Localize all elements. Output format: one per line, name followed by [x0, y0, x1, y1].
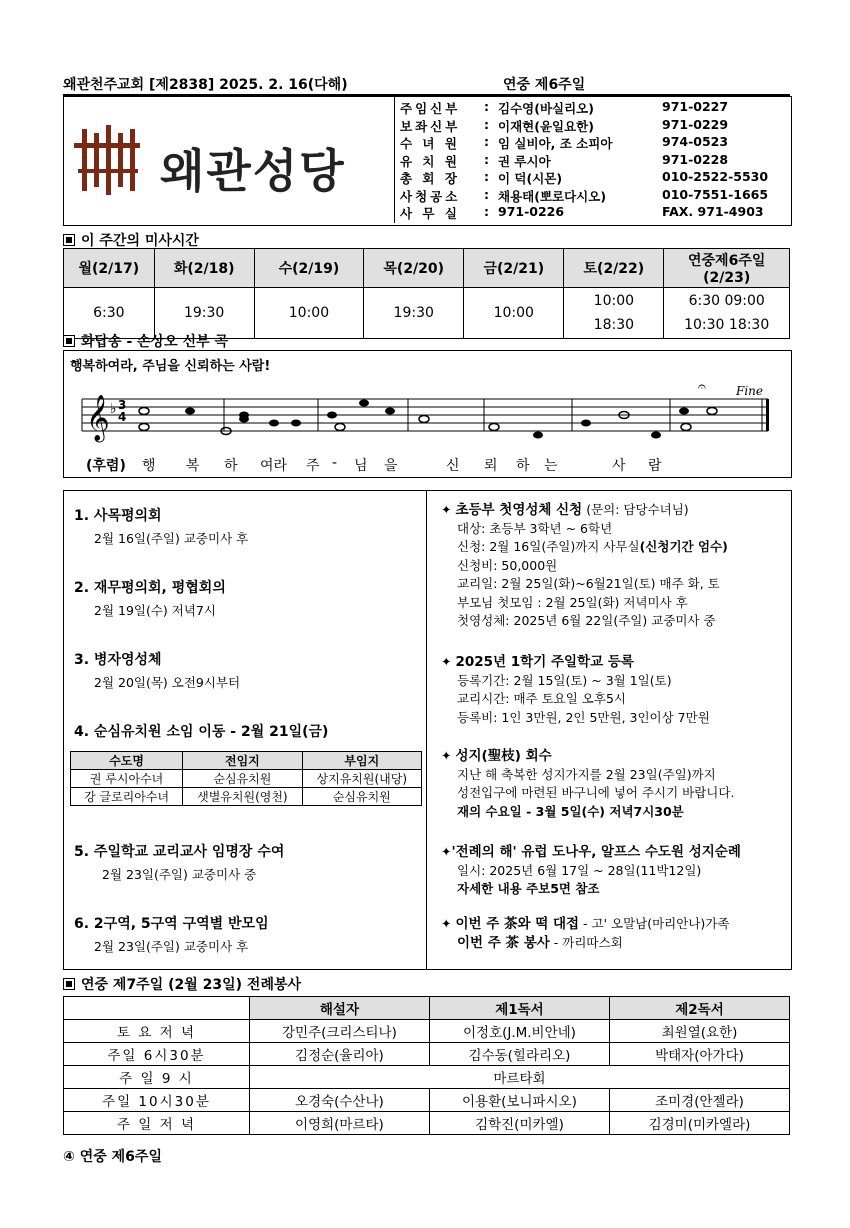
refrain-label: (후렴): [86, 458, 126, 474]
clergy-phone: 010-2522-5530: [662, 169, 769, 184]
liturgy-time: 주일 10시30분: [64, 1089, 250, 1112]
mass-time: 6:30: [64, 288, 155, 339]
diamond-bullet-icon: ✦: [441, 502, 456, 517]
bulletin-sunday: 연중 제6주일: [503, 77, 586, 93]
clergy-phone: 971-0228: [662, 151, 729, 167]
diamond-bullet-icon: ✦: [441, 654, 456, 669]
announcements-left: [64, 491, 427, 969]
clergy-name: 971-0226: [498, 204, 565, 219]
transfer-cell: 강 글로리아수녀: [71, 788, 183, 806]
clergy-role: 사청공소: [400, 188, 461, 204]
clergy-role: 유 치 원: [400, 153, 460, 169]
sunday-school-item: ✦ 2025년 1학기 주일학교 등록 등록기간: 2월 15일(토) ~ 3월 1일(토) 교리시간: 매주 토요일 오후5시 등록비: 1인 3만원, 2인 5만원, 3인이상 7만원: [441, 654, 710, 725]
liturgy-row: [64, 1066, 790, 1089]
mass-time: 10:00: [254, 288, 364, 339]
item-1-title: 1. 사목평의회: [74, 508, 162, 524]
clergy-row: [400, 117, 790, 135]
item-6-body: 2월 23일(주일) 교중미사 후: [94, 939, 249, 954]
mass-day: 월(2/17): [64, 249, 155, 288]
announcements-right: [427, 491, 791, 969]
liturgy-reader: 김수동(힐라리오): [429, 1043, 609, 1066]
mass-time: 6:30 09:00 10:30 18:30: [664, 288, 790, 339]
clergy-row: [400, 187, 790, 205]
liturgy-reader: 강민주(크리스티나): [249, 1020, 429, 1043]
lyric-syllable: 하: [516, 458, 530, 474]
liturgy-title: 연중 제7주일 (2월 23일) 전례봉사: [81, 977, 302, 993]
liturgy-reader: 김학진(미카엘): [429, 1112, 609, 1135]
psalm-verse: 행복하여라, 주님을 신뢰하는 사람!: [70, 359, 271, 374]
svg-text:𝄐: 𝄐: [698, 381, 706, 395]
fine-mark: Fine: [736, 384, 763, 398]
church-logo-icon: [72, 125, 142, 195]
liturgy-reader: 박태자(아가다): [609, 1043, 789, 1066]
clergy-phone: FAX. 971-4903: [662, 204, 764, 219]
transfer-cell: 순심유치원: [183, 770, 302, 788]
item-5-title: 5. 주일학교 교리교사 임명장 수여: [74, 844, 285, 860]
clergy-role: 보좌신부: [400, 118, 461, 134]
clergy-colon: :: [484, 99, 489, 114]
liturgy-section-title: [63, 974, 301, 992]
liturgy-header: 제2독서: [609, 997, 789, 1020]
lyric-syllable: 복: [186, 458, 200, 474]
transfer-cell: 상지유치원(내당): [302, 770, 421, 788]
diamond-bullet-icon: ✦: [441, 844, 452, 859]
clergy-phone: 971-0229: [662, 116, 729, 132]
clergy-list: [400, 99, 790, 222]
clergy-role: 수 녀 원: [400, 136, 460, 151]
clergy-name: 임 실비아, 조 소피아: [498, 136, 613, 151]
clergy-phone: 010-7551-1665: [662, 186, 769, 202]
liturgy-header: 제1독서: [429, 997, 609, 1020]
lyric-syllable: 여라: [260, 458, 288, 474]
bulletin-header: [63, 74, 790, 96]
transfer-header: 수도명: [71, 752, 183, 770]
svg-text:3: 3: [118, 398, 127, 412]
clergy-name: 김수영(바실리오): [498, 101, 594, 116]
mass-day: 연중제6주일(2/23): [664, 249, 790, 288]
psalm-title: 화답송 - 손상오 신부 곡: [81, 334, 229, 350]
lyric-syllable: 행: [142, 458, 156, 474]
liturgy-time: 토 요 저 녁: [64, 1020, 250, 1043]
lyric-syllable: 뢰: [484, 458, 498, 474]
parish-name-logo-text: 왜관성당: [160, 144, 346, 198]
liturgy-time: 주일 6시30분: [64, 1043, 250, 1066]
music-staff: [78, 381, 778, 451]
mass-time: 19:30: [364, 288, 464, 339]
mass-section-title: [63, 230, 199, 248]
mass-day: 수(2/19): [254, 249, 364, 288]
clergy-colon: :: [484, 204, 489, 219]
liturgy-reader: 이정호(J.M.비안네): [429, 1020, 609, 1043]
first-communion-item: ✦ 초등부 첫영성체 신청 (문의: 담당수녀님) 대상: 초등부 3학년 ~ 6학년 신청: 2월 16일(주일)까지 사무실(신청기간 엄수) 신청비: 50,000원 교리일: 2월 25일(화)~6월21일(토) 매주 화, 토 부모님 첫모임 : 2월 25일(화) 저녁미사 후 첫영성체: 2025년 6월 22일(주일) 교중미사 중: [441, 502, 728, 628]
clergy-colon: :: [484, 151, 489, 167]
transfer-cell: 샛별유치원(영천): [183, 788, 302, 806]
mass-time: 10:00 18:30: [564, 288, 664, 339]
clergy-row: [400, 134, 790, 152]
liturgy-reader: 이용환(보니파시오): [429, 1089, 609, 1112]
section-square-icon: [63, 234, 75, 246]
section-square-icon: [63, 978, 75, 990]
pilgrimage-item: ✦'전례의 해' 유럽 도나우, 알프스 수도원 성지순례 일시: 2025년 6월 17일 ~ 28일(11박12일) 자세한 내용 주보5면 참조: [441, 844, 741, 896]
item-3-body: 2월 20일(목) 오전9시부터: [94, 675, 241, 690]
liturgy-reader: 김정순(율리아): [249, 1043, 429, 1066]
clergy-row: [400, 204, 790, 222]
item-5-body: 2월 23일(주일) 교중미사 중: [102, 867, 257, 882]
lyric-syllable: 신: [446, 458, 460, 474]
item-2-title: 2. 재무평의회, 평협회의: [74, 580, 226, 596]
parish-info-box: [63, 96, 792, 226]
clergy-row: [400, 152, 790, 170]
mass-title: 이 주간의 미사시간: [81, 233, 199, 249]
clergy-colon: :: [484, 169, 489, 184]
clergy-role: 사 무 실: [400, 206, 460, 221]
lyric-syllable: 는: [544, 458, 558, 474]
lyric-syllable: 하: [224, 458, 238, 474]
transfer-header: 전임지: [183, 752, 302, 770]
svg-text:♭: ♭: [110, 401, 117, 417]
mass-time: 19:30: [154, 288, 254, 339]
liturgy-row: [64, 1089, 790, 1112]
mass-times-table: [63, 248, 790, 339]
psalm-score: [63, 350, 792, 478]
liturgy-header: [64, 997, 250, 1020]
transfer-cell: 권 루시아수녀: [71, 770, 183, 788]
clergy-row: [400, 169, 790, 187]
svg-text:𝄞: 𝄞: [86, 395, 110, 441]
clergy-colon: :: [484, 134, 489, 149]
diamond-bullet-icon: ✦: [441, 748, 456, 763]
liturgy-reader: 조미경(안젤라): [609, 1089, 789, 1112]
clergy-role: 총 회 장: [400, 171, 460, 186]
clergy-phone: 971-0227: [662, 99, 729, 114]
mass-day: 화(2/18): [154, 249, 254, 288]
palm-collection-item: ✦ 성지(聖枝) 회수 지난 해 축복한 성지가지를 2월 23일(주일)까지 성전입구에 마련된 바구니에 넣어 주시기 바랍니다. 재의 수요일 - 3월 5일(수) 저녁7시30분: [441, 748, 735, 819]
lyric-syllable: 님: [354, 458, 368, 474]
liturgy-reader: 이영희(마르타): [249, 1112, 429, 1135]
liturgy-group: 마르타회: [249, 1066, 789, 1089]
lyric-syllable: 사: [612, 458, 626, 474]
liturgy-reader: 최원열(요한): [609, 1020, 789, 1043]
item-1-body: 2월 16일(주일) 교중미사 후: [94, 531, 249, 546]
clergy-role: 주임신부: [400, 101, 461, 116]
item-6-title: 6. 2구역, 5구역 구역별 반모임: [74, 916, 269, 932]
tea-service-item: ✦ 이번 주 茶와 떡 대접 - 고' 오말남(마리안나)가족 이번 주 茶 봉사 - 까리따스회: [441, 916, 730, 951]
parish-logo: [64, 97, 395, 223]
liturgy-reader: 오경숙(수산나): [249, 1089, 429, 1112]
liturgy-table: [63, 996, 790, 1135]
diamond-bullet-icon: ✦: [441, 916, 456, 931]
clergy-row: [400, 99, 790, 117]
item-3-title: 3. 병자영성체: [74, 652, 162, 668]
clergy-phone: 974-0523: [662, 134, 729, 149]
clergy-name: 채용태(뽀로다시오): [498, 188, 607, 204]
lyric-syllable: 을: [384, 458, 398, 474]
clergy-name: 이 덕(시몬): [498, 171, 563, 186]
mass-time: 10:00: [464, 288, 564, 339]
page-footer: ④ 연중 제6주일: [63, 1149, 162, 1165]
announcements-box: [63, 490, 792, 970]
mass-day: 토(2/22): [564, 249, 664, 288]
liturgy-header: 해설자: [249, 997, 429, 1020]
mass-day: 목(2/20): [364, 249, 464, 288]
svg-text:4: 4: [118, 410, 127, 424]
transfer-table: [70, 751, 422, 806]
lyric-syllable: -: [332, 455, 338, 471]
liturgy-reader: 김경미(미카엘라): [609, 1112, 789, 1135]
bulletin-issue: 왜관천주교회 [제2838] 2025. 2. 16(다해): [63, 77, 348, 93]
lyric-syllable: 주: [306, 458, 320, 474]
clergy-name: 이재현(윤일요한): [498, 118, 594, 134]
section-square-icon: [63, 335, 75, 347]
liturgy-time: 주 일 저 녁: [64, 1112, 250, 1135]
liturgy-row: [64, 1020, 790, 1043]
clergy-colon: :: [484, 186, 489, 202]
transfer-cell: 순심유치원: [302, 788, 421, 806]
psalm-section-title: [63, 331, 228, 349]
clergy-name: 권 루시아: [498, 153, 551, 169]
item-2-body: 2월 19일(수) 저녁7시: [94, 603, 216, 618]
liturgy-row: [64, 1112, 790, 1135]
clergy-colon: :: [484, 116, 489, 132]
lyric-syllable: 람: [648, 458, 662, 474]
liturgy-row: [64, 1043, 790, 1066]
transfer-header: 부임지: [302, 752, 421, 770]
mass-day: 금(2/21): [464, 249, 564, 288]
liturgy-time: 주 일 9 시: [64, 1066, 250, 1089]
item-4-title: 4. 순심유치원 소임 이동 - 2월 21일(금): [74, 724, 329, 740]
